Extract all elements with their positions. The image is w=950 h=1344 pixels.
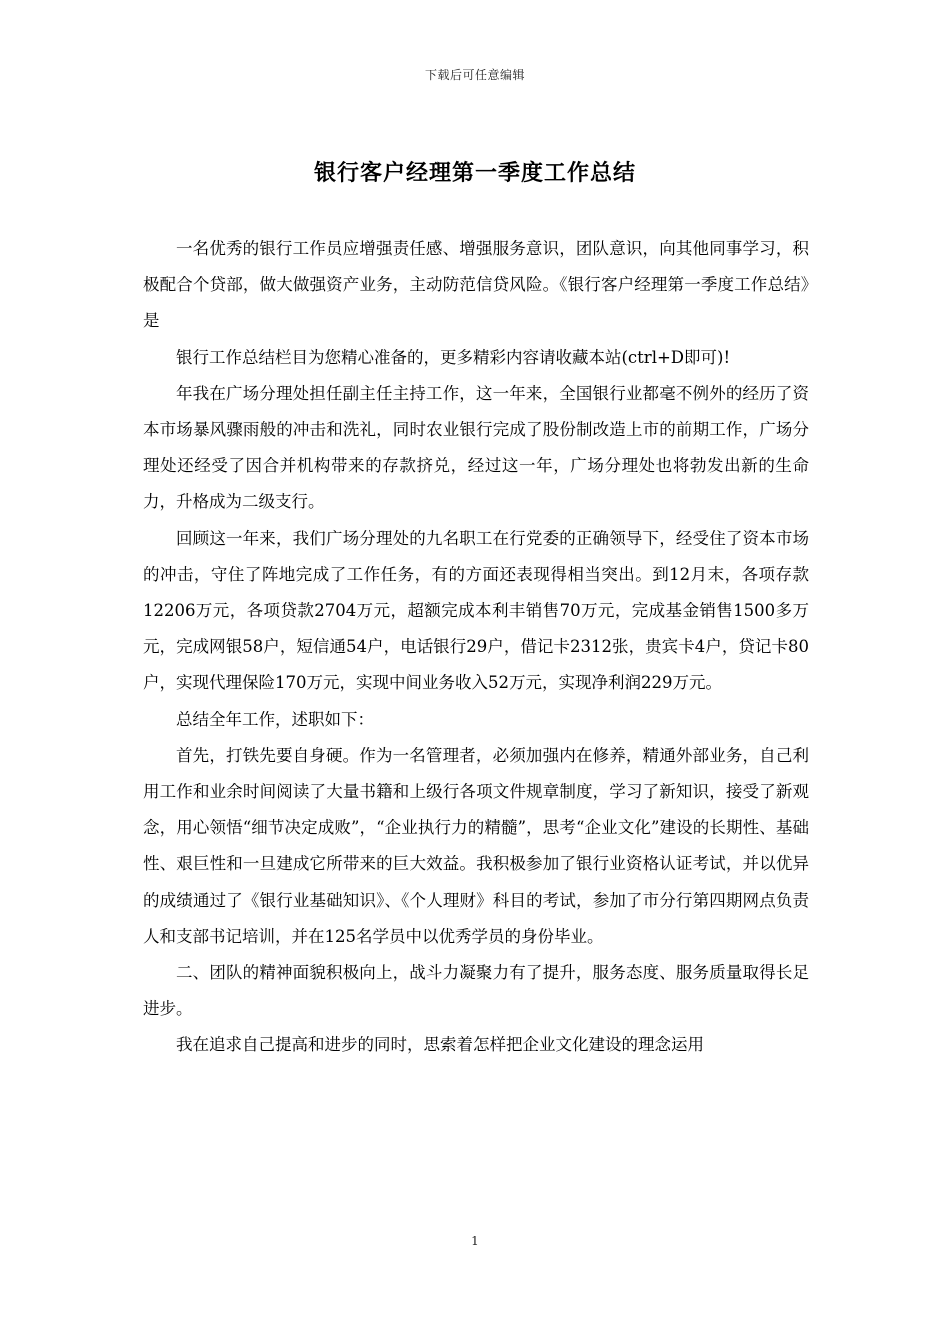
paragraph-site-note: 银行工作总结栏目为您精心准备的，更多精彩内容请收藏本站(ctrl+D即可)! <box>176 347 731 367</box>
paragraph-intro: 一名优秀的银行工作员应增强责任感、增强服务意识，团队意识，向其他同事学习，积极配合个贷部，做大做强资产业务，主动防范信贷风险。《银行客户经理第一季度工作总结》是 <box>143 239 809 331</box>
document-title: 银行客户经理第一季度工作总结 <box>313 160 636 186</box>
paragraph-review-results: 回顾这一年来，我们广场分理处的九名职工在行党委的正确领导下，经受住了资本市场的冲击，守住了阵地完成了工作任务，有的方面还表现得相当突出。到12月末，各项存款12206万元，各项贷款2704万元，超额完成本利丰销售70万元，完成基金销售1500多万元，完成网银58户，短信通54户，电话银行29户，借记卡2312张，贵宾卡4户，贷记卡80户，实现代理保险170万元，实现中间业务收入52万元，实现净利润229万元。 <box>143 528 809 693</box>
document-body <box>143 231 809 1064</box>
page-number: 1 <box>471 1234 479 1248</box>
paragraph-year-overview: 年我在广场分理处担任副主任主持工作，这一年来，全国银行业都毫不例外的经历了资本市场暴风骤雨般的冲击和洗礼，同时农业银行完成了股份制改造上市的前期工作，广场分理处还经受了因合并机构带来的存款挤兑，经过这一年，广场分理处也将勃发出新的生命力，升格成为二级支行。 <box>143 383 809 512</box>
paragraph-summary-lead: 总结全年工作，述职如下： <box>176 709 374 729</box>
paragraph-culture: 我在追求自己提高和进步的同时，思索着怎样把企业文化建设的理念运用 <box>176 1035 704 1055</box>
paragraph-team-spirit: 二、团队的精神面貌积极向上，战斗力凝聚力有了提升，服务态度、服务质量取得长足进步。 <box>143 963 809 1019</box>
page-header: 下载后可任意编辑 <box>424 68 525 82</box>
paragraph-self-improvement: 首先，打铁先要自身硬。作为一名管理者，必须加强内在修养，精通外部业务，自己利用工作和业余时间阅读了大量书籍和上级行各项文件规章制度，学习了新知识，接受了新观念，用心领悟“细节决定成败”，“企业执行力的精髓”，思考“企业文化”建设的长期性、基础性、艰巨性和一旦建成它所带来的巨大效益。我积极参加了银行业资格认证考试，并以优异的成绩通过了《银行业基础知识》、《个人理财》科目的考试，参加了市分行第四期网点负责人和支部书记培训，并在125名学员中以优秀学员的身份毕业。 <box>143 745 809 946</box>
